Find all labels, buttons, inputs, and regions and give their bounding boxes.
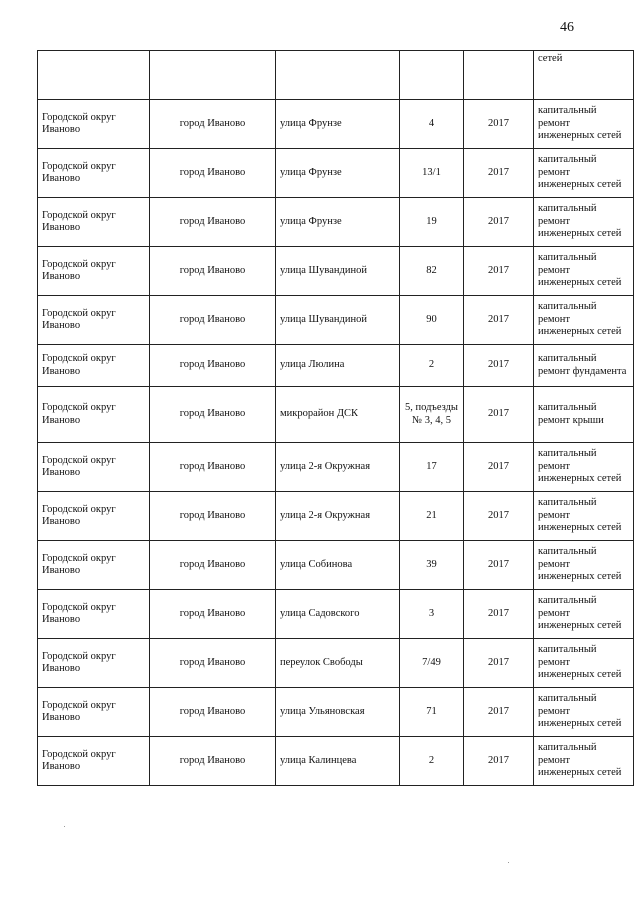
cell-street: улица Садовского [276, 590, 400, 639]
cell-house: 82 [400, 247, 464, 296]
cell-municipality: Городской округ Иваново [38, 100, 150, 149]
cell-street: улица 2-я Окружная [276, 492, 400, 541]
table-row [38, 198, 634, 247]
cell-city: город Иваново [150, 247, 276, 296]
cell-street: улица Люлина [276, 345, 400, 387]
cell-year: 2017 [464, 737, 534, 786]
cell-year: 2017 [464, 387, 534, 443]
cell-year: 2017 [464, 149, 534, 198]
cell-work: капитальный ремонт инженерных сетей [534, 688, 634, 737]
page-number: 46 [560, 20, 574, 35]
cell-street: улица Шувандиной [276, 247, 400, 296]
cell-house: 21 [400, 492, 464, 541]
housing-repair-table [37, 50, 634, 786]
cell-house: 17 [400, 443, 464, 492]
cell-house: 2 [400, 737, 464, 786]
cell-municipality: Городской округ Иваново [38, 541, 150, 590]
cell-municipality: Городской округ Иваново [38, 296, 150, 345]
cell-city: город Иваново [150, 149, 276, 198]
cell-house: 4 [400, 100, 464, 149]
cell-municipality [38, 51, 150, 100]
cell-city: город Иваново [150, 198, 276, 247]
cell-work: сетей [534, 51, 634, 100]
cell-municipality: Городской округ Иваново [38, 737, 150, 786]
table-row [38, 590, 634, 639]
cell-work: капитальный ремонт инженерных сетей [534, 541, 634, 590]
cell-city: город Иваново [150, 387, 276, 443]
scan-speck [508, 862, 509, 863]
cell-house: 3 [400, 590, 464, 639]
table-row [38, 387, 634, 443]
cell-house: 2 [400, 345, 464, 387]
table-row [38, 492, 634, 541]
cell-work: капитальный ремонт инженерных сетей [534, 492, 634, 541]
cell-municipality: Городской округ Иваново [38, 639, 150, 688]
cell-work: капитальный ремонт инженерных сетей [534, 296, 634, 345]
cell-house: 5, подъезды № 3, 4, 5 [400, 387, 464, 443]
cell-work: капитальный ремонт крыши [534, 387, 634, 443]
cell-year: 2017 [464, 345, 534, 387]
cell-city: город Иваново [150, 737, 276, 786]
cell-street [276, 51, 400, 100]
table-row [38, 443, 634, 492]
table-row [38, 688, 634, 737]
table-row [38, 100, 634, 149]
cell-city: город Иваново [150, 639, 276, 688]
cell-year: 2017 [464, 198, 534, 247]
cell-municipality: Городской округ Иваново [38, 345, 150, 387]
cell-municipality: Городской округ Иваново [38, 387, 150, 443]
table-row [38, 149, 634, 198]
cell-municipality: Городской округ Иваново [38, 492, 150, 541]
cell-city: город Иваново [150, 296, 276, 345]
cell-year: 2017 [464, 443, 534, 492]
cell-municipality: Городской округ Иваново [38, 198, 150, 247]
cell-street: улица Шувандиной [276, 296, 400, 345]
cell-year: 2017 [464, 688, 534, 737]
table-row [38, 737, 634, 786]
cell-street: улица 2-я Окружная [276, 443, 400, 492]
cell-municipality: Городской округ Иваново [38, 247, 150, 296]
cell-street: переулок Свободы [276, 639, 400, 688]
cell-house [400, 51, 464, 100]
cell-house: 7/49 [400, 639, 464, 688]
cell-city: город Иваново [150, 100, 276, 149]
cell-work: капитальный ремонт инженерных сетей [534, 100, 634, 149]
cell-work: капитальный ремонт инженерных сетей [534, 737, 634, 786]
cell-street: микрорайон ДСК [276, 387, 400, 443]
cell-year: 2017 [464, 296, 534, 345]
cell-street: улица Фрунзе [276, 198, 400, 247]
cell-street: улица Калинцева [276, 737, 400, 786]
table-row [38, 296, 634, 345]
cell-work: капитальный ремонт инженерных сетей [534, 639, 634, 688]
table-row [38, 345, 634, 387]
cell-municipality: Городской округ Иваново [38, 443, 150, 492]
cell-year: 2017 [464, 590, 534, 639]
cell-work: капитальный ремонт инженерных сетей [534, 247, 634, 296]
cell-year [464, 51, 534, 100]
cell-work: капитальный ремонт инженерных сетей [534, 149, 634, 198]
cell-city: город Иваново [150, 541, 276, 590]
cell-street: улица Собинова [276, 541, 400, 590]
cell-city: город Иваново [150, 443, 276, 492]
cell-city: город Иваново [150, 345, 276, 387]
cell-house: 90 [400, 296, 464, 345]
cell-city: город Иваново [150, 590, 276, 639]
table-row-continuation [38, 51, 634, 100]
cell-year: 2017 [464, 541, 534, 590]
cell-house: 19 [400, 198, 464, 247]
cell-work: капитальный ремонт инженерных сетей [534, 590, 634, 639]
cell-street: улица Фрунзе [276, 100, 400, 149]
cell-house: 39 [400, 541, 464, 590]
cell-year: 2017 [464, 492, 534, 541]
cell-house: 71 [400, 688, 464, 737]
cell-municipality: Городской округ Иваново [38, 149, 150, 198]
cell-work: капитальный ремонт инженерных сетей [534, 198, 634, 247]
table-row [38, 247, 634, 296]
cell-municipality: Городской округ Иваново [38, 590, 150, 639]
cell-street: улица Фрунзе [276, 149, 400, 198]
cell-city: город Иваново [150, 492, 276, 541]
cell-year: 2017 [464, 247, 534, 296]
cell-work: капитальный ремонт инженерных сетей [534, 443, 634, 492]
cell-street: улица Ульяновская [276, 688, 400, 737]
cell-municipality: Городской округ Иваново [38, 688, 150, 737]
cell-house: 13/1 [400, 149, 464, 198]
table-body [38, 51, 634, 786]
cell-year: 2017 [464, 100, 534, 149]
cell-city [150, 51, 276, 100]
cell-city: город Иваново [150, 688, 276, 737]
cell-year: 2017 [464, 639, 534, 688]
table-row [38, 639, 634, 688]
table-row [38, 541, 634, 590]
cell-work: капитальный ремонт фундамента [534, 345, 634, 387]
scan-speck [64, 826, 65, 827]
